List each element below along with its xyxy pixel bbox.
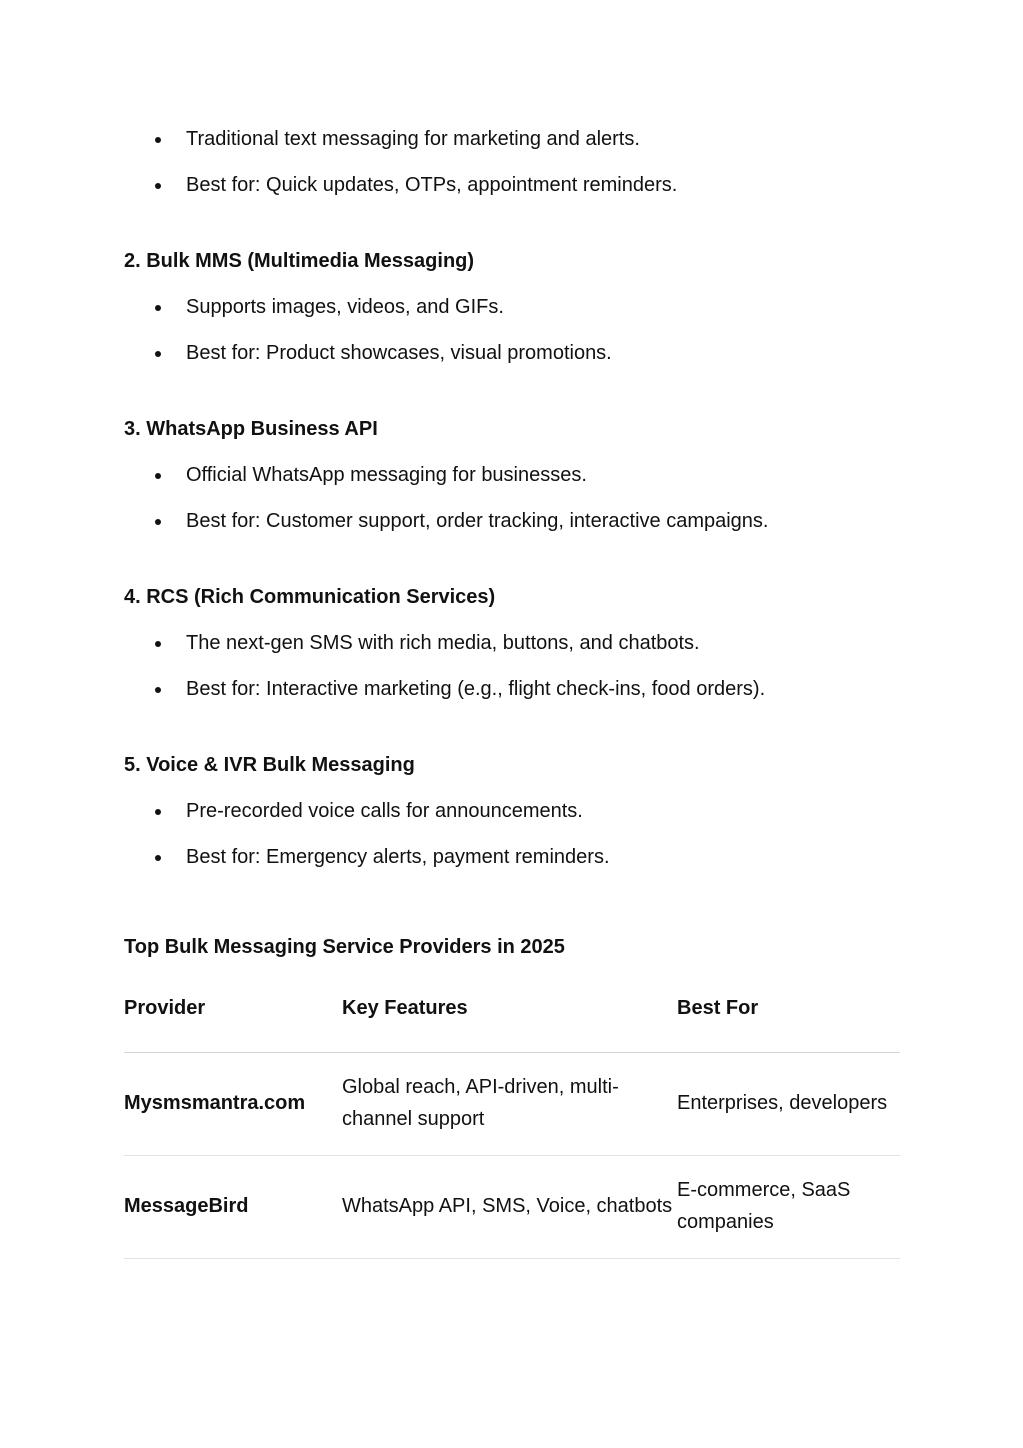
bullet-icon <box>155 137 161 143</box>
section-heading: 2. Bulk MMS (Multimedia Messaging) <box>124 250 475 272</box>
bullet-icon <box>155 305 161 311</box>
section-bullet-block <box>0 798 1023 890</box>
bullet-icon <box>155 641 161 647</box>
list-item <box>0 798 1023 824</box>
column-header-best-for: Best For <box>677 990 900 1053</box>
intro-bullet-block <box>0 126 1023 218</box>
section-bullet-list <box>0 294 1023 366</box>
section-bullet-list <box>0 462 1023 534</box>
list-item <box>0 126 1023 152</box>
bullet-icon <box>155 855 161 861</box>
bullet-text: Best for: Interactive marketing (e.g., flight check-ins, food orders). <box>186 678 766 700</box>
section-heading: 3. WhatsApp Business API <box>124 418 378 440</box>
list-item <box>0 172 1023 198</box>
bullet-icon <box>155 183 161 189</box>
provider-features: Global reach, API-driven, multi-channel support <box>342 1053 677 1156</box>
table-row <box>124 1053 900 1156</box>
section-bullet-block <box>0 462 1023 554</box>
list-item <box>0 676 1023 702</box>
bullet-text: Traditional text messaging for marketing and alerts. <box>186 128 640 150</box>
providers-title: Top Bulk Messaging Service Providers in 2025 <box>124 936 565 958</box>
provider-best-for: Enterprises, developers <box>677 1053 900 1156</box>
column-header-features: Key Features <box>342 990 677 1053</box>
list-item <box>0 462 1023 488</box>
provider-name: MessageBird <box>124 1156 342 1259</box>
bullet-text: Official WhatsApp messaging for businesses. <box>186 464 587 486</box>
provider-best-for: E-commerce, SaaS companies <box>677 1156 900 1259</box>
section-bullet-list <box>0 798 1023 870</box>
list-item <box>0 294 1023 320</box>
bullet-text: The next-gen SMS with rich media, buttons, and chatbots. <box>186 632 700 654</box>
bullet-text: Best for: Quick updates, OTPs, appointment reminders. <box>186 174 678 196</box>
section-heading: 5. Voice & IVR Bulk Messaging <box>124 754 415 776</box>
bullet-text: Best for: Product showcases, visual promotions. <box>186 342 612 364</box>
bullet-icon <box>155 473 161 479</box>
provider-name: Mysmsmantra.com <box>124 1053 342 1156</box>
list-item <box>0 508 1023 534</box>
section-bullet-block <box>0 630 1023 722</box>
bullet-text: Pre-recorded voice calls for announcements. <box>186 800 583 822</box>
table-header-row <box>124 990 900 1053</box>
providers-table <box>124 990 900 1259</box>
bullet-icon <box>155 687 161 693</box>
section-bullet-block <box>0 294 1023 386</box>
bullet-text: Best for: Customer support, order tracking, interactive campaigns. <box>186 510 769 532</box>
bullet-icon <box>155 809 161 815</box>
bullet-text: Supports images, videos, and GIFs. <box>186 296 504 318</box>
list-item <box>0 340 1023 366</box>
column-header-provider: Provider <box>124 990 342 1053</box>
intro-bullet-list <box>0 126 1023 198</box>
bullet-icon <box>155 351 161 357</box>
bullet-icon <box>155 519 161 525</box>
list-item <box>0 844 1023 870</box>
bullet-text: Best for: Emergency alerts, payment reminders. <box>186 846 610 868</box>
provider-features: WhatsApp API, SMS, Voice, chatbots <box>342 1156 677 1259</box>
table-row <box>124 1156 900 1259</box>
section-bullet-list <box>0 630 1023 702</box>
list-item <box>0 630 1023 656</box>
section-heading: 4. RCS (Rich Communication Services) <box>124 586 496 608</box>
